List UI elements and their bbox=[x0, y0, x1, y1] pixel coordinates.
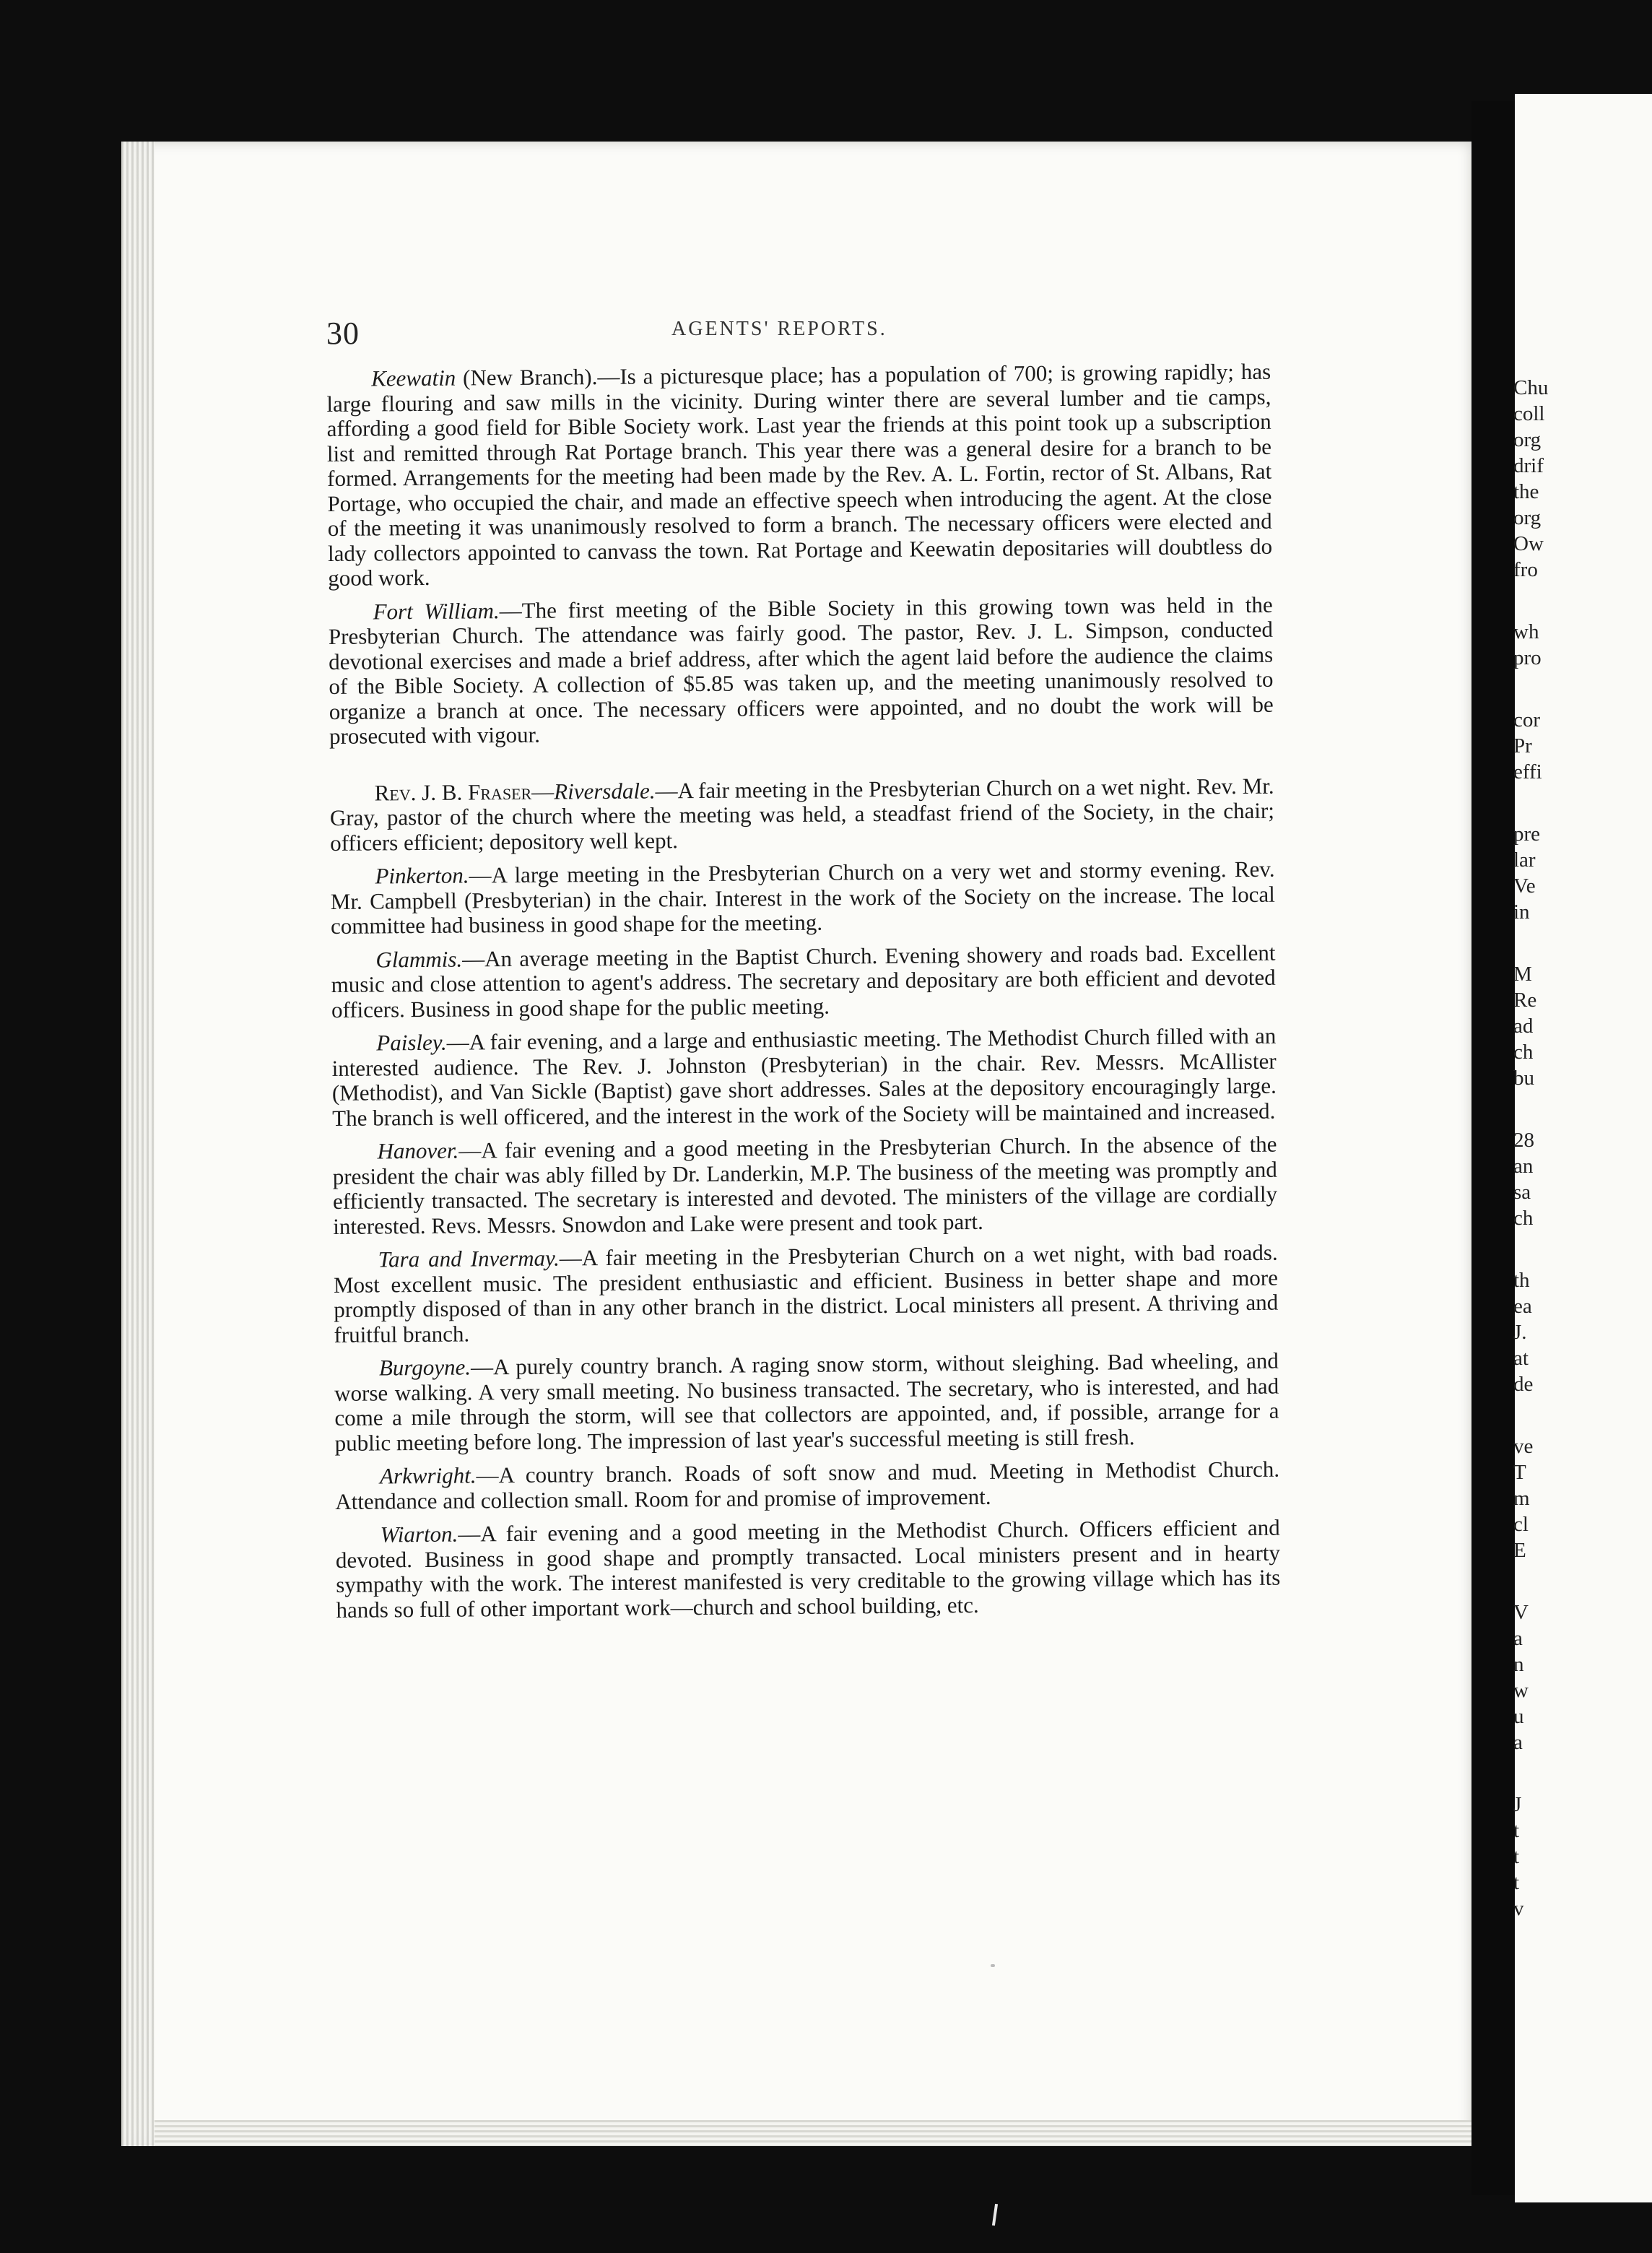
report-text: —A country branch. Roads of soft snow and mud. Meeting in Methodist Church. Attendance and collection small. Room for and promise of improvement. bbox=[335, 1456, 1280, 1514]
facing-page-fragment: E bbox=[1513, 1539, 1526, 1562]
facing-page-fragment: wh bbox=[1513, 620, 1539, 643]
report-text: —A large meeting in the Presbyterian Church on a very wet and stormy evening. Rev. Mr. Campbell (Presbyterian) in the chair. Interest in the work of the Society on the increase. The local committee had business in good shape for the meeting. bbox=[330, 856, 1275, 939]
facing-page-fragment: a bbox=[1513, 1627, 1523, 1650]
report-paragraph bbox=[332, 1132, 1277, 1239]
report-place: Pinkerton. bbox=[375, 862, 469, 889]
facing-page-fragment: at bbox=[1513, 1347, 1529, 1370]
facing-page-fragment: in bbox=[1513, 900, 1530, 924]
report-text: —A fair evening and a good meeting in the Presbyterian Church. In the absence of the president the chair was ably filled by Dr. Landerkin, M.P. The business of the meeting was promptly and efficiently transacted. The secretary is interested and devoted. The ministers of the village are cordially interested. Revs. Messrs. Snowdon and Lake were present and took part. bbox=[332, 1131, 1278, 1239]
facing-page-fragment: ea bbox=[1513, 1295, 1532, 1318]
report-place: Fort William. bbox=[373, 597, 500, 625]
page-stack-edge bbox=[121, 142, 155, 2146]
report-text: —A purely country branch. A raging snow storm, without sleighing. Bad wheeling, and worse walking. A very small meeting. No business transacted. The secretary, who is interested, and had come a mile through the storm, will see that collectors are appointed, and, if possible, arrange for a public meeting before long. The impression of last year's successful meeting is still fresh. bbox=[334, 1347, 1279, 1456]
report-text: —The first meeting of the Bible Society in this growing town was held in the Presbyterian Church. The attendance was fairly good. The pastor, Rev. J. L. Simpson, conducted devotional exercises and made a brief address, after which the agent laid before the audience the claims of the Bible Society. A collection of $5.85 was taken up, and the meeting unanimously resolved to organize a branch at once. The necessary officers were appointed, and no doubt the work will be prosecuted with vigour. bbox=[328, 591, 1274, 749]
report-place: Paisley. bbox=[376, 1029, 447, 1056]
facing-page-fragment: J. bbox=[1513, 1321, 1527, 1344]
facing-page-fragment: 28 bbox=[1513, 1129, 1534, 1152]
report-text: (New Branch).—Is a picturesque place; has a population of 700; is growing rapidly; has large flouring and saw mills in the vicinity. During winter there are several lumber and tie camps, affording a good field for Bible Society work. Last year the friends at this point took up a subscription list and remitted through Rat Portage branch. This year there was a general desire for a branch to be formed. Arrangements for the meeting had been made by the Rev. A. L. Fortin, rector of St. Albans, Rat Portage, who occupied the chair, and made an effective speech when introducing the agent. At the close of the meeting it was unanimously resolved to form a branch. The necessary officers were elected and lady collectors appointed to canvass the town. Rat Portage and Keewatin depositaries will doubtless do good work. bbox=[326, 358, 1273, 591]
facing-page-fragment: Ve bbox=[1513, 874, 1536, 898]
facing-page-fragment: bu bbox=[1513, 1067, 1534, 1090]
report-place: Riversdale. bbox=[554, 777, 656, 804]
facing-page-fragment: J bbox=[1513, 1793, 1522, 1816]
report-paragraph bbox=[330, 857, 1275, 939]
facing-page bbox=[1515, 94, 1652, 2202]
facing-page-fragment: lar bbox=[1513, 848, 1536, 872]
facing-page-fragment: Pr bbox=[1513, 734, 1532, 757]
report-paragraph bbox=[331, 940, 1276, 1023]
page-stack-bottom bbox=[155, 2120, 1471, 2146]
facing-page-fragment: ch bbox=[1513, 1207, 1534, 1230]
facing-page-fragment: th bbox=[1513, 1269, 1530, 1292]
facing-page-fragment: coll bbox=[1513, 402, 1545, 425]
report-paragraph bbox=[326, 360, 1272, 591]
facing-page-fragment: u bbox=[1513, 1705, 1524, 1728]
facing-page-fragment: t bbox=[1513, 1819, 1520, 1842]
report-place: Arkwright. bbox=[379, 1462, 477, 1489]
report-paragraph bbox=[334, 1241, 1279, 1347]
facing-page-fragment: ad bbox=[1513, 1015, 1534, 1038]
print-speck bbox=[991, 1964, 995, 1967]
facing-page-fragment: cl bbox=[1513, 1513, 1529, 1536]
facing-page-fragment: an bbox=[1513, 1155, 1534, 1178]
report-place: Burgoyne. bbox=[378, 1354, 471, 1381]
report-paragraph: Rev. J. B. Fraser—Riversdale.—A fair meeting in the Presbyterian Church on a wet night. Rev. Mr. Gray, pastor of the church where the meeting was held, a steadfast friend of the Society, in the chair; officers efficient; depository well kept. bbox=[329, 773, 1275, 856]
facing-page-fragment: ch bbox=[1513, 1041, 1534, 1064]
facing-page-fragment: org bbox=[1513, 506, 1542, 529]
facing-page-fragment: T bbox=[1513, 1461, 1526, 1484]
facing-page-fragment: fro bbox=[1513, 558, 1538, 581]
report-paragraph bbox=[334, 1349, 1279, 1456]
facing-page-fragment: pre bbox=[1513, 822, 1541, 846]
report-paragraph bbox=[329, 592, 1274, 749]
facing-page-fragment: Ow bbox=[1513, 532, 1544, 555]
facing-page-fragment: pro bbox=[1513, 646, 1542, 669]
facing-page-fragment: effi bbox=[1513, 760, 1542, 783]
facing-page-fragment: V bbox=[1513, 1601, 1529, 1624]
facing-page-fragment: ve bbox=[1513, 1435, 1534, 1458]
facing-page-fragment: Re bbox=[1513, 989, 1537, 1012]
agent-name: Rev. J. B. Fraser bbox=[374, 778, 532, 805]
facing-page-fragment: a bbox=[1513, 1731, 1523, 1754]
facing-page-fragment: the bbox=[1513, 480, 1539, 503]
report-text: —A fair evening, and a large and enthusiastic meeting. The Methodist Church filled with an interested audience. The Rev. J. Johnston (Presbyterian) in the chair. Rev. Messrs. McAllister (Methodist), and Van Sickle (Baptist) gave short addresses. Sales at the depository encouragingly large. The branch is well officered, and the interest in the work of the Society will be maintained and increased. bbox=[331, 1023, 1277, 1131]
facing-page-fragment: de bbox=[1513, 1373, 1534, 1396]
facing-page-fragment: n bbox=[1513, 1653, 1524, 1676]
page-number: 30 bbox=[326, 316, 360, 351]
report-paragraph bbox=[336, 1516, 1281, 1623]
agents-reports-body bbox=[326, 360, 1281, 1631]
facing-page-fragment: org bbox=[1513, 428, 1542, 451]
report-place: Glammis. bbox=[375, 946, 463, 972]
facing-page-fragment: v bbox=[1513, 1897, 1524, 1920]
report-paragraph bbox=[335, 1457, 1280, 1514]
report-place: Tara and Invermay. bbox=[378, 1245, 560, 1272]
report-paragraph bbox=[331, 1024, 1277, 1131]
facing-page-fragment: sa bbox=[1513, 1181, 1531, 1204]
facing-page-fragment: t bbox=[1513, 1845, 1520, 1868]
facing-page-fragment: drif bbox=[1513, 454, 1544, 477]
report-text: —A fair meeting in the Presbyterian Church on a wet night. Rev. Mr. Gray, pastor of the church where the meeting was held, a steadfast friend of the Society, in the chair; officers efficient; depository well kept. bbox=[329, 773, 1275, 856]
report-place: Keewatin bbox=[370, 365, 456, 391]
report-place: Wiarton. bbox=[380, 1521, 458, 1547]
facing-page-fragment: Chu bbox=[1513, 376, 1549, 399]
report-text: —A fair evening and a good meeting in the Methodist Church. Officers efficient and devoted. Business in good shape and promptly transacted. Local ministers present and in hearty sympathy with the work. The interest manifested is very creditable to the growing village which has its hands so full of other important work—church and school building, etc. bbox=[335, 1514, 1281, 1623]
report-text: —A fair meeting in the Presbyterian Church on a wet night, with bad roads. Most excellent music. The president enthusiastic and efficient. Business in better shape and more promptly disposed of than in any other branch in the district. Local ministers all present. A thriving and fruitful branch. bbox=[333, 1239, 1279, 1347]
facing-page-fragment: m bbox=[1513, 1487, 1530, 1510]
running-head: AGENTS' REPORTS. bbox=[671, 318, 887, 340]
facing-page-fragment: cor bbox=[1513, 708, 1541, 732]
report-place: Hanover. bbox=[377, 1137, 459, 1164]
facing-page-fragment: M bbox=[1513, 963, 1532, 986]
facing-page-fragment: t bbox=[1513, 1871, 1520, 1894]
book-gutter bbox=[1471, 101, 1515, 2195]
facing-page-fragment: w bbox=[1513, 1679, 1529, 1702]
report-text: —An average meeting in the Baptist Church. Evening showery and roads bad. Excellent music and close attention to agent's address. The secretary and depositary are both efficient and devoted officers. Business in good shape for the public meeting. bbox=[331, 939, 1276, 1023]
